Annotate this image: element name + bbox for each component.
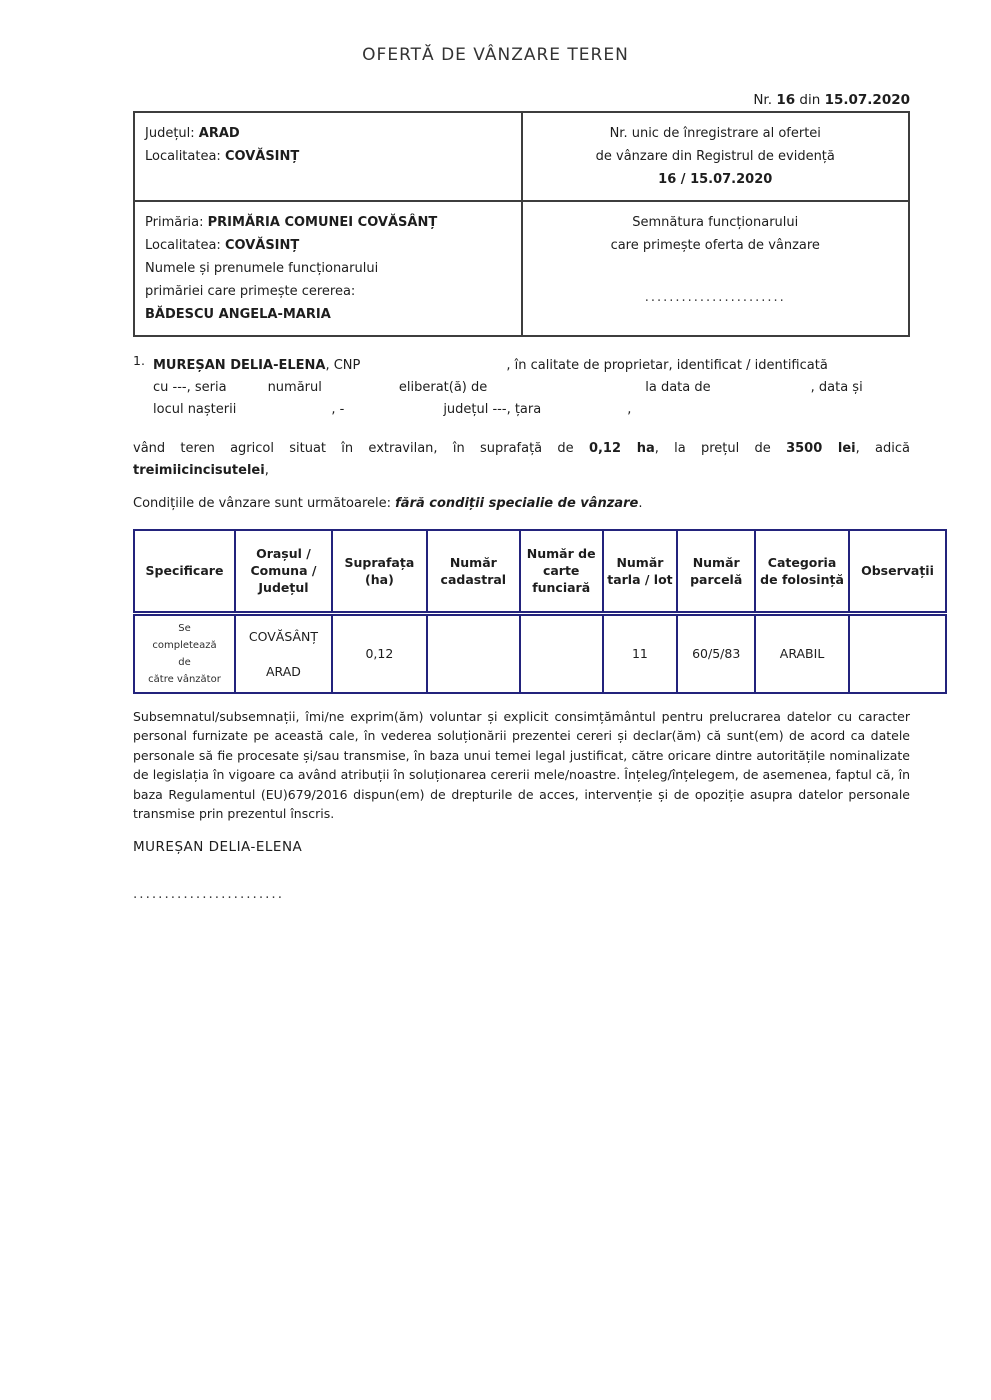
registry-line2: de vânzare din Registrul de evidență bbox=[595, 149, 835, 164]
col-header-parcela: Număr parcelă bbox=[677, 530, 755, 613]
registry-line3: 16 / 15.07.2020 bbox=[658, 172, 773, 187]
primaria-value: PRIMĂRIA COMUNEI COVĂSÂNȚ bbox=[207, 215, 438, 230]
localitate-value: COVĂSINȚ bbox=[224, 149, 300, 164]
col-header-tarla-lot: Număr tarla / lot bbox=[603, 530, 678, 613]
blank-loc-field bbox=[344, 412, 443, 413]
col-header-oras-comuna-judet: Orașul / Comuna / Județul bbox=[235, 530, 332, 613]
intro-calitate-text: , în calitate de proprietar, identificat / identificată bbox=[506, 358, 828, 373]
intro-eliberat-label: eliberat(ă) de bbox=[398, 380, 488, 395]
functionar-line1: Numele și prenumele funcționarului bbox=[145, 261, 379, 276]
blank-locul-field bbox=[236, 412, 331, 413]
intro-judet-tara-label: județul ---, țara bbox=[443, 402, 542, 417]
localitate2-line bbox=[145, 234, 511, 257]
land-offer-table bbox=[133, 529, 947, 694]
cell-numar-cadastral bbox=[427, 613, 520, 693]
col-header-categoria: Categoria de folosință bbox=[755, 530, 849, 613]
localitate2-label: Localitatea: bbox=[145, 238, 221, 253]
nr-date: 15.07.2020 bbox=[824, 92, 910, 108]
localitate-line bbox=[145, 145, 511, 168]
intro-line-2 bbox=[153, 377, 910, 399]
nr-din: din bbox=[799, 92, 821, 108]
sale-comma: , bbox=[264, 463, 269, 478]
document-content bbox=[133, 92, 934, 902]
blank-eliberat-field bbox=[487, 390, 645, 391]
registry-line1: Nr. unic de înregistrare al ofertei bbox=[609, 126, 821, 141]
conditions-period: . bbox=[638, 496, 643, 511]
intro-comma-text: , bbox=[627, 402, 632, 417]
conditions-value: fără condiții specialie de vânzare bbox=[395, 496, 639, 511]
judet-label: Județul: bbox=[145, 126, 195, 141]
intro-data-si-text: , data și bbox=[810, 380, 863, 395]
sale-line-1 bbox=[133, 438, 910, 460]
blank-tara-field bbox=[541, 412, 627, 413]
seller-name-inline: MUREȘAN DELIA-ELENA bbox=[153, 358, 326, 373]
page-title: OFERTĂ DE VÂNZARE TEREN bbox=[362, 45, 629, 65]
sale-area-value: 0,12 ha bbox=[588, 441, 655, 456]
seller-identification-paragraph bbox=[133, 355, 910, 421]
blank-seria-field bbox=[227, 390, 268, 391]
col-header-numar-cadastral: Număr cadastral bbox=[427, 530, 520, 613]
cell-categoria: ARABIL bbox=[755, 613, 849, 693]
judet-line bbox=[145, 122, 511, 145]
conditions-label: Condițiile de vânzare sunt următoarele: bbox=[133, 496, 391, 511]
primaria-line bbox=[145, 211, 511, 234]
header-info-table bbox=[133, 111, 910, 337]
judet-value-cell: ARAD bbox=[266, 663, 301, 679]
col-header-specificare: Specificare bbox=[134, 530, 235, 613]
cell-semnatura bbox=[522, 201, 910, 336]
intro-data-label: la data de bbox=[645, 380, 711, 395]
intro-cnp-label: , CNP bbox=[325, 358, 361, 373]
sale-paragraph bbox=[133, 438, 910, 482]
blank-numar-field bbox=[322, 390, 399, 391]
oras-value: COVĂSÂNȚ bbox=[248, 628, 319, 644]
cell-parcela: 60/5/83 bbox=[677, 613, 755, 693]
judet-value: ARAD bbox=[198, 126, 240, 141]
sale-amount-words: treimiicincisutelei bbox=[133, 463, 265, 478]
blank-data-field bbox=[711, 390, 811, 391]
blank-cnp-field bbox=[360, 368, 506, 369]
spec-line-3: de bbox=[178, 656, 191, 668]
cell-carte-funciara bbox=[520, 613, 603, 693]
intro-numar-label: numărul bbox=[267, 380, 322, 395]
registration-number-line bbox=[133, 92, 910, 108]
intro-line-3 bbox=[153, 399, 910, 421]
table-header-row bbox=[134, 530, 946, 613]
cell-tarla-lot: 11 bbox=[603, 613, 678, 693]
sale-text-c: , adică bbox=[855, 441, 910, 456]
functionar-line2: primăriei care primește cererea: bbox=[145, 284, 356, 299]
table-data-row bbox=[134, 613, 946, 693]
item-number: 1. bbox=[133, 353, 145, 368]
sale-text-a: vând teren agricol situat în extravilan, în suprafață de bbox=[133, 441, 574, 456]
spec-line-1: Se bbox=[178, 622, 191, 634]
nr-prefix: Nr. bbox=[753, 92, 773, 108]
intro-seria-label: cu ---, seria bbox=[153, 380, 227, 395]
gdpr-consent-paragraph: Subsemnatul/subsemnații, îmi/ne exprim(ăm) voluntar și explicit consimțământul pentru prelucrarea datelor cu caracter personal furnizate pe această cale, în vederea soluționării prezentei cereri și declar(ăm) că sunt(em) de acord ca datele personale să fie procesate și/sau transmise, în baza unui temei legal justificat, către oricare dintre autoritățile nominalizate de legislația în vigoare ca având atribuții în soluționarea cererii mele/noastre. Înțeleg/înțelegem, de asemenea, faptul că, în baza Regulamentul (EU)679/2016 dispun(em) de drepturile de acces, intervenție și de opoziție asupra datelor personale transmise prin prezentul înscris. bbox=[133, 708, 910, 821]
spec-line-2: completează bbox=[152, 639, 217, 651]
conditions-line bbox=[133, 493, 910, 515]
cell-judet-localitate bbox=[134, 112, 522, 201]
intro-line-1 bbox=[153, 355, 910, 377]
spec-line-4: către vânzător bbox=[148, 673, 221, 685]
primaria-label: Primăria: bbox=[145, 215, 204, 230]
semnatura-line2: care primește oferta de vânzare bbox=[610, 238, 820, 253]
cell-observatii bbox=[849, 613, 946, 693]
semnatura-line1: Semnătura funcționarului bbox=[632, 215, 799, 230]
seller-signature-name: MUREȘAN DELIA-ELENA bbox=[133, 838, 303, 855]
intro-dash-text: , - bbox=[331, 402, 345, 417]
localitate-label: Localitatea: bbox=[145, 149, 221, 164]
functionar-name: BĂDESCU ANGELA-MARIA bbox=[145, 307, 331, 322]
sale-price-value: 3500 lei bbox=[786, 441, 856, 456]
cell-specificare bbox=[134, 613, 235, 693]
semnatura-dots: ....................... bbox=[644, 290, 786, 305]
col-header-suprafata: Suprafața (ha) bbox=[332, 530, 427, 613]
sale-text-b: , la prețul de bbox=[654, 441, 771, 456]
cell-registry-number bbox=[522, 112, 910, 201]
nr-number: 16 bbox=[776, 92, 796, 108]
cell-suprafata: 0,12 bbox=[332, 613, 427, 693]
cell-oras-judet bbox=[235, 613, 332, 693]
col-header-observatii: Observații bbox=[849, 530, 946, 613]
intro-locul-label: locul nașterii bbox=[153, 402, 237, 417]
col-header-carte-funciara: Număr de carte funciară bbox=[520, 530, 603, 613]
localitate2-value: COVĂSINȚ bbox=[224, 238, 300, 253]
seller-signature-dots: ........................ bbox=[133, 885, 284, 902]
cell-primaria-functionar bbox=[134, 201, 522, 336]
sale-line-2 bbox=[133, 460, 910, 482]
